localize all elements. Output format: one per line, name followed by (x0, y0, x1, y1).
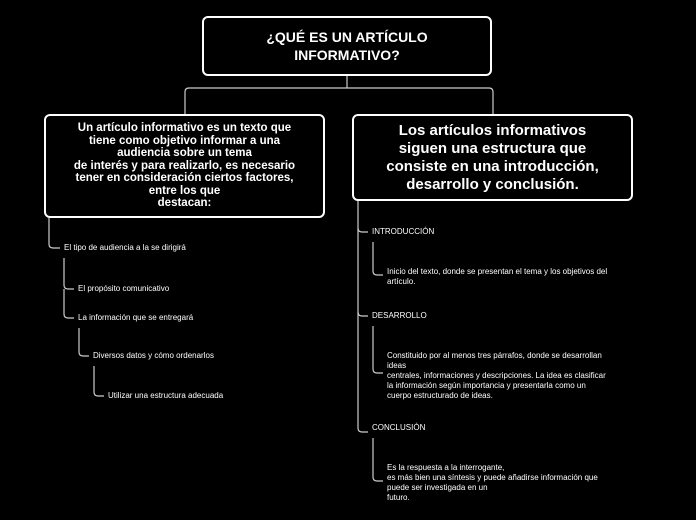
connector-left-5 (94, 366, 104, 396)
section-introduccion[interactable]: INTRODUCCIÓN (372, 227, 435, 236)
left-node-label: Un artículo informativo es un texto que tiene como objetivo informar a una audiencia sobre un tema de interés y para realizarlo, es necesario tener en consideración ciertos factores, entre los que destacan: (73, 122, 296, 210)
left-item-audiencia[interactable]: El tipo de audiencia a la se dirigirá (64, 243, 186, 252)
connector-left-1 (49, 218, 60, 248)
connector-root (185, 76, 493, 114)
section-desarrollo[interactable]: DESARROLLO (372, 311, 427, 320)
right-node[interactable] (352, 114, 633, 201)
connector-right-4 (373, 242, 383, 275)
connector-left-2 (64, 258, 74, 289)
root-node[interactable] (202, 16, 492, 76)
detail-introduccion[interactable]: Inicio del texto, donde se presentan el tema y los objetivos del artículo. (387, 267, 608, 286)
connector-left-4 (79, 328, 89, 356)
section-conclusion[interactable]: CONCLUSIÓN (372, 423, 426, 432)
left-item-informacion[interactable]: La información que se entregará (78, 313, 194, 322)
left-item-datos[interactable]: Diversos datos y cómo ordenarlos (93, 351, 214, 360)
connector-right-6 (373, 438, 383, 481)
left-item-estructura[interactable]: Utilizar una estructura adecuada (108, 391, 224, 400)
detail-conclusion[interactable]: Es la respuesta a la interrogante, es más bien una síntesis y puede añadirse información que puede ser investigada en un futuro. (387, 463, 598, 502)
right-node-label: Los artículos informativos siguen una estructura que consiste en una introducción, desarrollo y conclusión. (386, 121, 599, 193)
left-item-proposito[interactable]: El propósito comunicativo (78, 284, 170, 293)
left-node[interactable] (44, 114, 325, 218)
root-node-label: ¿QUÉ ES UN ARTÍCULO INFORMATIVO? (266, 29, 428, 63)
connector-right-5 (373, 326, 383, 373)
connector-left-3 (64, 289, 74, 318)
detail-desarrollo[interactable]: Constituido por al menos tres párrafos, donde se desarrollan ideas centrales, informaciones y descripciones. La idea es clasificar la información según importancia y presentarla como un cuerpo estructurado de ideas. (387, 351, 606, 400)
connector-right-3 (358, 312, 368, 316)
connector-right-2 (358, 228, 368, 232)
